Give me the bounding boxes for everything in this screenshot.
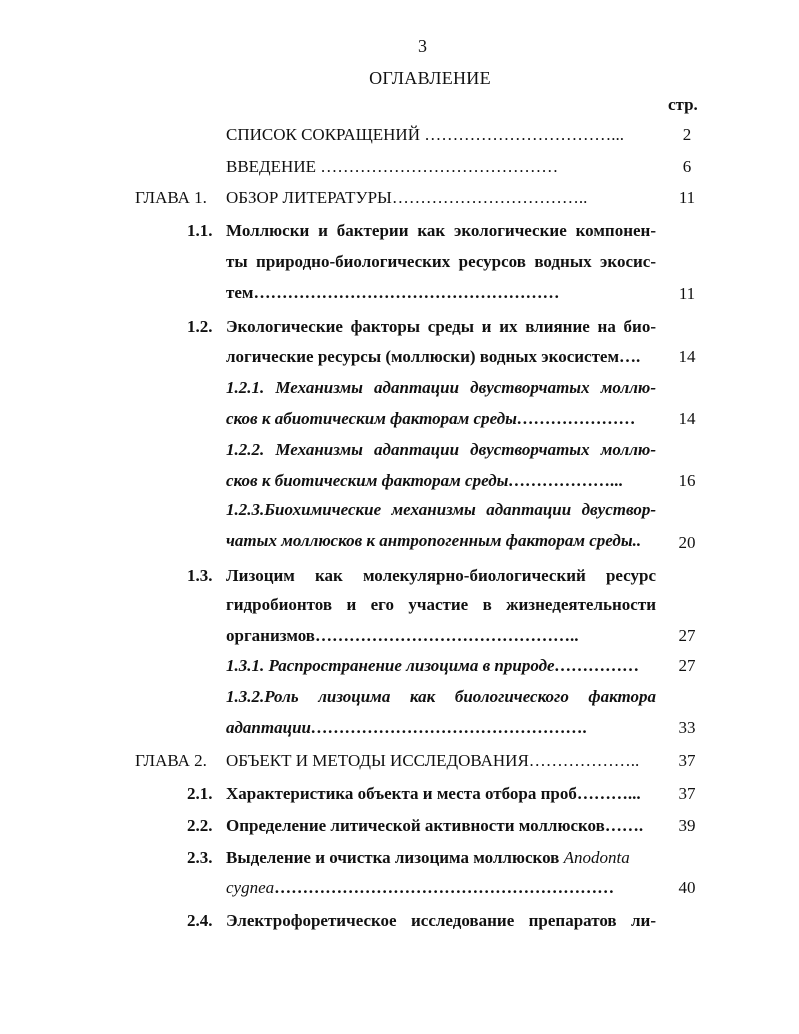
toc-entry-introduction[interactable]: ВВЕДЕНИЕ …………………………………… <box>226 157 559 176</box>
toc-entry-1-3-cont[interactable] <box>226 594 656 616</box>
toc-page-number: 14 <box>678 347 696 366</box>
toc-entry-1-2-3[interactable] <box>226 499 656 521</box>
section-label: 1.1. <box>187 221 213 240</box>
toc-entry-1-2-1[interactable] <box>226 377 656 399</box>
section-label: 2.3. <box>187 848 213 867</box>
chapter-label: ГЛАВА 1. <box>135 188 207 207</box>
toc-line: 1.2.2. Механизмы адаптации двустворчатых моллю- <box>226 440 656 459</box>
toc-page-number: 20 <box>678 533 696 552</box>
toc-entry-1-3-2[interactable] <box>226 686 656 708</box>
section-label: 1.3. <box>187 566 213 585</box>
pages-column-label: стр. <box>668 95 698 114</box>
toc-entry-1-1-end[interactable]: тем……………………………………………… <box>226 283 560 302</box>
toc-entry-1-2-3-end[interactable]: чатых моллюсков к антропогенным факторам среды.. <box>226 531 642 550</box>
toc-page-number: 40 <box>678 878 696 897</box>
toc-entry-1-2-2[interactable] <box>226 439 656 461</box>
toc-entry-1-3-2-end[interactable]: адаптации…………………………………………. <box>226 718 588 737</box>
section-label: 1.2. <box>187 317 213 336</box>
toc-page-number: 27 <box>678 626 696 645</box>
toc-page-number: 6 <box>682 157 692 176</box>
toc-page-number: 16 <box>678 471 696 490</box>
toc-entry-1-1-cont[interactable] <box>226 251 656 273</box>
toc-entry-abbreviations[interactable]: СПИСОК СОКРАЩЕНИЙ ……………………………... <box>226 125 624 144</box>
toc-entry-2-1[interactable]: Характеристика объекта и места отбора проб………... <box>226 784 641 803</box>
toc-page-number: 14 <box>678 409 696 428</box>
toc-entry-2-3[interactable] <box>226 847 630 869</box>
toc-line: гидробионтов и его участие в жизнедеятельности <box>226 595 656 614</box>
toc-line: 1.3.2.Роль лизоцима как биологического фактора <box>226 687 656 706</box>
section-label: 2.1. <box>187 784 213 803</box>
toc-page-number: 39 <box>678 816 696 835</box>
section-label: 2.2. <box>187 816 213 835</box>
toc-entry-chapter-2[interactable]: ОБЪЕКТ И МЕТОДЫ ИССЛЕДОВАНИЯ……………….. <box>226 751 640 770</box>
toc-line: Моллюски и бактерии как экологические компонен- <box>226 221 656 240</box>
species-name: cygnea <box>226 878 275 897</box>
toc-page-number: 2 <box>682 125 692 144</box>
species-genus: Anodonta <box>563 848 630 867</box>
toc-page-number: 33 <box>678 718 696 737</box>
toc-line: Выделение и очистка лизоцима моллюсков <box>226 848 564 867</box>
toc-page-number: 11 <box>678 188 696 207</box>
section-label: 2.4. <box>187 911 213 930</box>
toc-entry-chapter-1[interactable]: ОБЗОР ЛИТЕРАТУРЫ…………………………….. <box>226 188 588 207</box>
toc-entry-1-2-2-end[interactable]: сков к биотическим факторам среды………………... <box>226 471 624 490</box>
toc-entry-2-4[interactable] <box>226 910 656 932</box>
toc-entry-1-2-end[interactable]: логические ресурсы (моллюски) водных экосистем…. <box>226 347 641 366</box>
toc-entry-1-1[interactable] <box>226 220 656 242</box>
toc-line: Лизоцим как молекулярно-биологический ресурс <box>226 566 656 585</box>
page-title: ОГЛАВЛЕНИЕ <box>369 68 491 88</box>
toc-entry-1-2[interactable] <box>226 316 656 338</box>
toc-page-number: 11 <box>678 284 696 303</box>
toc-line: Электрофоретическое исследование препаратов ли- <box>226 911 656 930</box>
chapter-label: ГЛАВА 2. <box>135 751 207 770</box>
toc-line: …………………………………………………… <box>274 878 615 897</box>
page-number: 3 <box>418 36 427 56</box>
toc-line: 1.2.1. Механизмы адаптации двустворчатых моллю- <box>226 378 656 397</box>
toc-line: 1.2.3.Биохимические механизмы адаптации двуствор- <box>226 500 656 519</box>
toc-line: Экологические факторы среды и их влияние на био- <box>226 317 656 336</box>
toc-entry-2-3-end[interactable] <box>226 877 614 899</box>
toc-entry-1-3-end[interactable]: организмов……………………………………….. <box>226 626 579 645</box>
toc-page-number: 27 <box>678 656 696 675</box>
toc-entry-1-3[interactable] <box>226 565 656 587</box>
toc-entry-2-2[interactable]: Определение литической активности моллюсков……. <box>226 816 644 835</box>
toc-entry-1-2-1-end[interactable]: сков к абиотическим факторам среды………………… <box>226 409 636 428</box>
toc-page-number: 37 <box>678 784 696 803</box>
toc-line: ты природно-биологических ресурсов водных экосис- <box>226 252 656 271</box>
toc-page-number: 37 <box>678 751 696 770</box>
toc-entry-1-3-1[interactable]: 1.3.1. Распространение лизоцима в природе…………… <box>226 656 640 675</box>
